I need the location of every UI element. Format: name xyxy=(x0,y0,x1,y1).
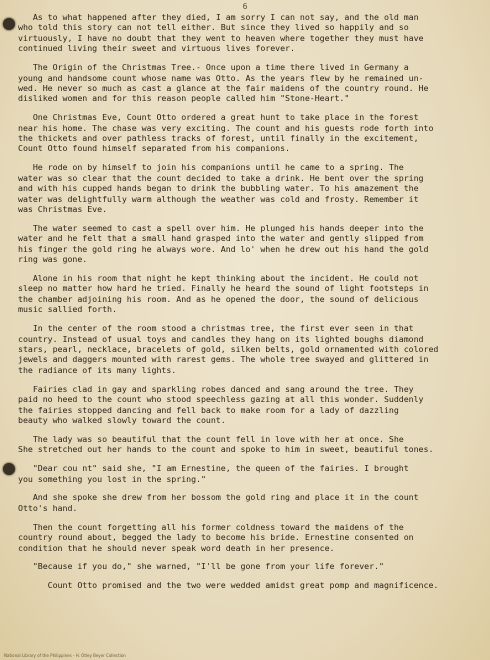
page-number: 6 xyxy=(242,2,248,11)
paragraph: He rode on by himself to join his companions until he came to a spring. The water was so clear that the count decided to take a drink. He bent over the spring and with his cupped hands began to drink the bubbling water. To his amazement the water was delightfully warm although the weather was cold and frosty. Remember it was Christmas Eve. xyxy=(18,162,424,214)
paragraph: As to what happened after they died, I am sorry I can not say, and the old man who told this story can not tell either. But since they lived so happily and so virtuously, I have no doubt that they went to heaven where together they must have continued living their sweet and virtuous lives forever. xyxy=(18,12,424,54)
paragraph: The water seemed to cast a spell over him. He plunged his hands deeper into the water and he felt that a small hand grasped into the water and gently slipped from his finger the gold ring he always wore. And lo' when he drew out his hand the gold ring was gone. xyxy=(18,222,429,265)
paragraph: "Because if you do," she warned, "I'll be gone from your life forever." xyxy=(18,561,384,572)
paragraph: Then the count forgetting all his former coldness toward the maidens of the country round about, begged the lady to become his bride. Ernestine consented on condition that he should never speak word death in her presence. xyxy=(18,521,414,553)
binder-hole-top xyxy=(3,18,15,30)
paragraph: The lady was so beautiful that the count fell in love with her at once. She She stretched out her hands to the count and spoke to him in sweet, beautiful tones. xyxy=(18,433,434,455)
paragraph: In the center of the room stood a christmas tree, the first ever seen in that country. Instead of usual toys and candles they hang on its lighted boughs diamond stars, pearl, necklace, bracelets of gold, silken belts, gold ornamented with colored jewels and daggers mounted with rarest gems. The whole tree swayed and glittered in the radiance of its many lights. xyxy=(18,323,439,375)
paragraph: "Dear cou nt" said she, "I am Ernestine, the queen of the fairies. I brought you something you lost in the spring." xyxy=(18,463,409,484)
paragraph: The Origin of the Christmas Tree.- Once upon a time there lived in Germany a young and handsome count whose name was Otto. As the years flew by he remained un- wed. He never so much as cast a glance at the fair maidens of the country round. He disliked women and for this reason people called him "Stone-Heart." xyxy=(18,62,429,104)
binder-hole-bottom xyxy=(3,463,15,475)
paragraph: Fairies clad in gay and sparkling robes danced and sang around the tree. They paid no heed to the count who stood speechless gazing at all this wonder. Suddenly the fairies stopped dancing and fell back to make room for a lady of dazzling beauty who walked slowly toward the count. xyxy=(18,383,424,425)
paragraph: One Christmas Eve, Count Otto ordered a great hunt to take place in the forest near his home. The chase was very exciting. The count and his guests rode forth into the thickets and over pathless tracks of forest, until finally in the excitement, Count Otto found himself separated from his companions. xyxy=(18,112,434,154)
paragraph: And she spoke she drew from her bossom the gold ring and place it in the count Otto's hand. xyxy=(18,492,419,513)
body-text xyxy=(18,12,480,591)
paragraph: Alone in his room that night he kept thinking about the incident. He could not sleep no matter how hard he tried. Finally he heard the sound of light footsteps in the chamber adjoining his room. And as he opened the door, the sound of delicious music sallied forth. xyxy=(18,273,429,315)
archive-footer: National Library of the Philippines - H. Otley Beyer Collection xyxy=(4,653,126,658)
paragraph: Count Otto promised and the two were wedded amidst great pomp and magnificence. xyxy=(18,580,439,591)
